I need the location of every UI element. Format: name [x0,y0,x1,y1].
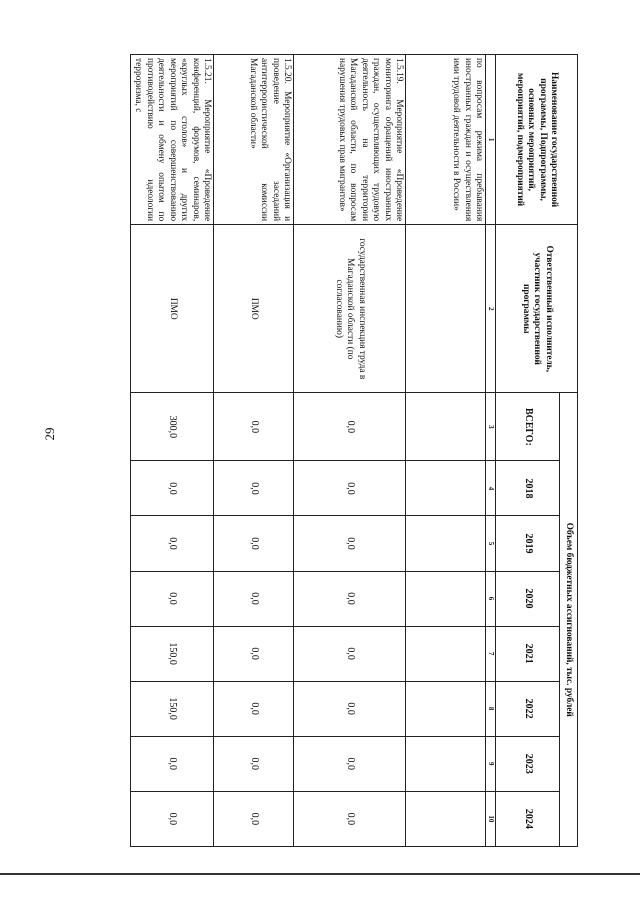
column-number: 3 [486,393,496,461]
column-number: 5 [486,516,496,571]
row-name: 1.5.21. Мероприятие «Проведение конференций, форумов, семинаров, «круглых столов» и других мероприятий по совершенствованию деятельности и обмену опытом по противодействию идеологии терроризма, с [130,55,213,225]
column-number: 9 [486,736,496,791]
row-value: 150,0 [130,626,213,681]
header-executor: Ответственный исполнитель, участник государственной программы [496,225,578,393]
row-value: 0,0 [214,626,294,681]
row-value: 0,0 [214,791,294,846]
header-year: 2024 [496,791,560,846]
page-number: 29 [42,427,57,441]
row-value [406,516,486,571]
column-number: 7 [486,626,496,681]
column-number: 6 [486,571,496,626]
row-executor: ПМО [130,225,213,393]
row-executor [406,225,486,393]
row-value: 0,0 [130,461,213,516]
row-name: 1.5.19. Мероприятие «Проведение мониторинга обращений иностранных граждан, осуществляющих трудовую деятельность на территории Магаданской области, по вопросам нарушения трудовых прав мигрантов» [294,55,406,225]
header-year: 2020 [496,571,560,626]
row-value: 0,0 [294,791,406,846]
column-number: 1 [486,55,496,225]
row-value [406,736,486,791]
row-value: 0,0 [214,736,294,791]
column-number: 2 [486,225,496,393]
row-value: 0,0 [294,461,406,516]
row-value: 0,0 [294,681,406,736]
row-name: 1.5.20. Мероприятие «Организация и проведение заседаний антитеррористической комиссии Магаданской области» [214,55,294,225]
table-row [130,55,213,847]
row-value [406,571,486,626]
rotated-table-container [133,54,578,847]
row-value: 0,0 [130,571,213,626]
row-value: 0,0 [130,791,213,846]
budget-table [130,54,578,847]
row-value [406,393,486,461]
row-value: 0,0 [294,626,406,681]
header-total: ВСЕГО: [496,393,560,461]
row-value: 300,0 [130,393,213,461]
header-year: 2019 [496,516,560,571]
row-value [406,626,486,681]
row-value: 0,0 [294,571,406,626]
row-value: 0,0 [214,681,294,736]
header-year: 2021 [496,626,560,681]
header-year: 2022 [496,681,560,736]
bottom-rule [0,873,640,875]
row-value: 0,0 [214,571,294,626]
row-value: 0,0 [294,393,406,461]
row-value: 0,0 [214,516,294,571]
row-value: 0,0 [214,393,294,461]
row-name: по вопросам режима пребывания иностранных граждан и осуществления ими трудовой деятельности в России» [406,55,486,225]
header-year: 2018 [496,461,560,516]
header-budget-group: Объем бюджетных ассигнований, тыс. рублей [560,393,578,847]
row-value [406,791,486,846]
table-row [294,55,406,847]
header-year: 2023 [496,736,560,791]
column-number: 8 [486,681,496,736]
row-value [406,461,486,516]
row-value: 0,0 [130,516,213,571]
row-value: 0,0 [294,736,406,791]
row-value [406,681,486,736]
table-row [406,55,486,847]
table-row [214,55,294,847]
row-value: 0,0 [130,736,213,791]
row-executor: государственная инспекция труда в Магаданской области (по согласованию) [294,225,406,393]
column-number: 4 [486,461,496,516]
column-number: 10 [486,791,496,846]
row-value: 0,0 [214,461,294,516]
row-value: 150,0 [130,681,213,736]
row-executor: ПМО [214,225,294,393]
row-value: 0,0 [294,516,406,571]
header-name: Наименование государственной программы, Подпрограммы, основных мероприятий, мероприятий, подмероприятий [496,55,578,225]
